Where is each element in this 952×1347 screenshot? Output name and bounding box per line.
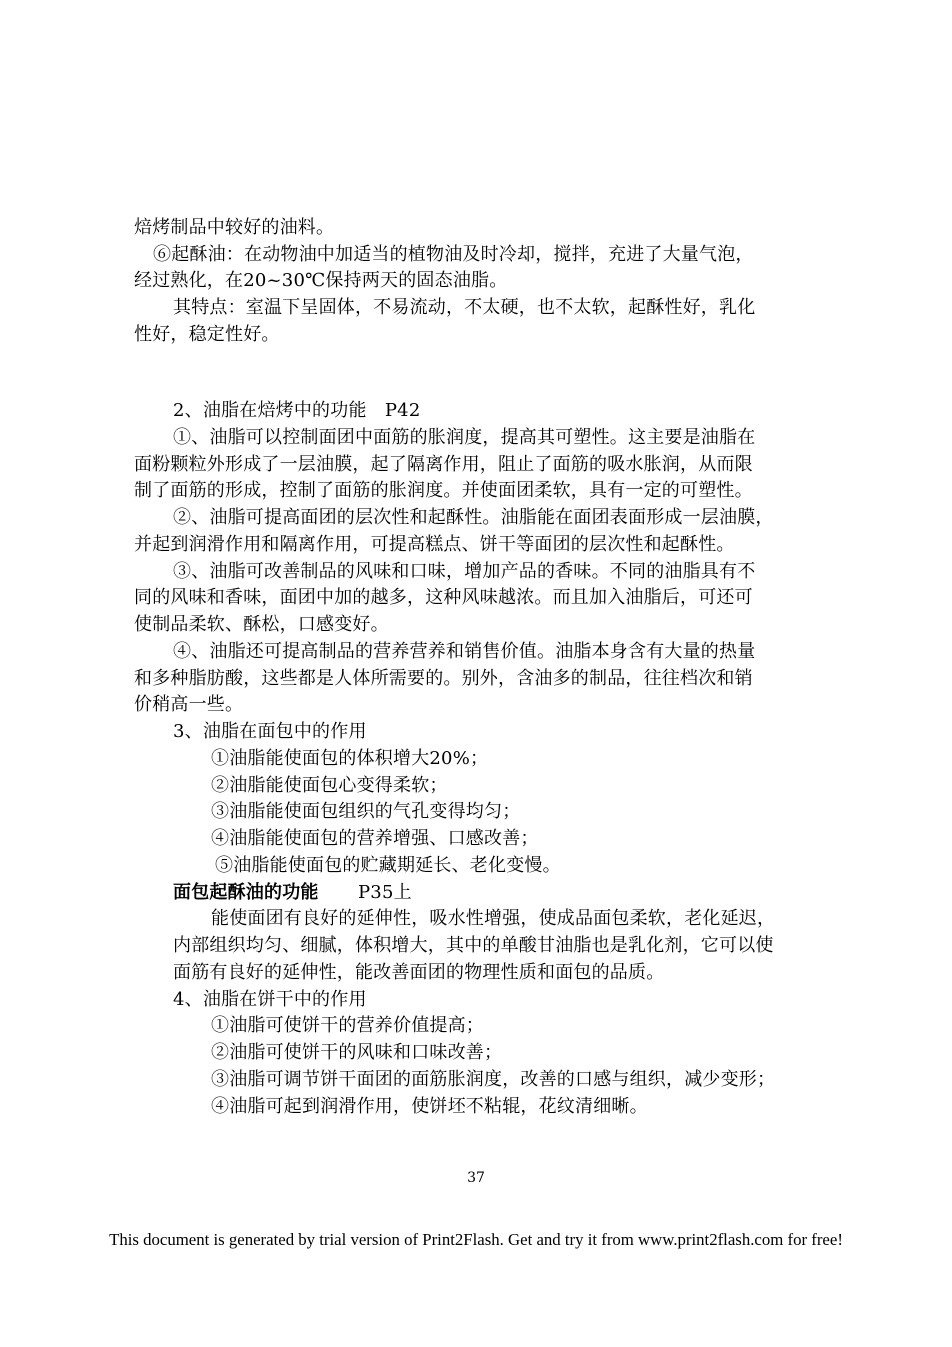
text-line: 能使面团有良好的延伸性，吸水性增强，使成品面包柔软，老化延迟， <box>211 908 776 929</box>
list-item: ②油脂可使饼干的风味和口味改善； <box>211 1042 503 1063</box>
text-line: 制了面筋的形成，控制了面筋的胀润度。并使面团柔软，具有一定的可塑性。 <box>134 480 753 501</box>
list-item: ④油脂可起到润滑作用，使饼坯不粘辊，花纹清细晰。 <box>211 1096 648 1117</box>
section-heading: 2、油脂在焙烤中的功能 P42 <box>173 400 421 421</box>
list-item: ②油脂能使面包心变得柔软； <box>211 775 448 796</box>
text-line: ④、油脂还可提高制品的营养营养和销售价值。油脂本身含有大量的热量 <box>173 641 756 662</box>
subsection-heading: 面包起酥油的功能 <box>173 882 319 903</box>
trial-footer: This document is generated by trial version of Print2Flash. Get and try it from www.print2flash.com for free! <box>109 1230 843 1249</box>
text-line: 和多种脂肪酸，这些都是人体所需要的。别外，含油多的制品，往往档次和销 <box>134 668 753 689</box>
page-reference: P35上 <box>358 882 412 903</box>
list-item: ④油脂能使面包的营养增强、口感改善； <box>211 828 539 849</box>
text-line: 面粉颗粒外形成了一层油膜，起了隔离作用，阻止了面筋的吸水胀润，从而限 <box>134 454 753 475</box>
list-item: ③油脂可调节饼干面团的面筋胀润度，改善的口感与组织，减少变形； <box>211 1069 776 1090</box>
list-item: ①油脂能使面包的体积增大20%； <box>211 748 489 769</box>
text-line: 其特点：室温下呈固体，不易流动，不太硬，也不太软，起酥性好，乳化 <box>173 297 756 318</box>
text-line: 并起到润滑作用和隔离作用，可提高糕点、饼干等面团的层次性和起酥性。 <box>134 534 735 555</box>
text-line: ③、油脂可改善制品的风味和口味，增加产品的香味。不同的油脂具有不 <box>173 561 756 582</box>
text-line: 面筋有良好的延伸性，能改善面团的物理性质和面包的品质。 <box>173 962 665 983</box>
text-line: 性好，稳定性好。 <box>134 324 280 345</box>
section-heading: 3、油脂在面包中的作用 <box>173 721 367 742</box>
text-line: ②、油脂可提高面团的层次性和起酥性。油脂能在面团表面形成一层油膜， <box>173 507 774 528</box>
text-line: 价稍高一些。 <box>134 694 244 715</box>
text-line: 使制品柔软、酥松，口感变好。 <box>134 614 389 635</box>
text-line: ①、油脂可以控制面团中面筋的胀润度，提高其可塑性。这主要是油脂在 <box>173 427 756 448</box>
text-line: ⑥起酥油：在动物油中加适当的植物油及时冷却，搅拌，充进了大量气泡， <box>153 244 754 265</box>
text-line: 经过熟化，在20~30℃保持两天的固态油脂。 <box>134 270 508 291</box>
text-line: 同的风味和香味，面团中加的越多，这种风味越浓。而且加入油脂后，可还可 <box>134 587 753 608</box>
page-number: 37 <box>467 1170 485 1186</box>
list-item: ③油脂能使面包组织的气孔变得均匀； <box>211 801 521 822</box>
list-item: ⑤油脂能使面包的贮藏期延长、老化变慢。 <box>215 855 561 876</box>
text-line: 内部组织均匀、细腻，体积增大，其中的单酸甘油脂也是乳化剂，它可以使 <box>173 935 774 956</box>
text-line: 焙烤制品中较好的油料。 <box>134 217 335 238</box>
section-heading: 4、油脂在饼干中的作用 <box>173 989 367 1010</box>
list-item: ①油脂可使饼干的营养价值提高； <box>211 1015 484 1036</box>
